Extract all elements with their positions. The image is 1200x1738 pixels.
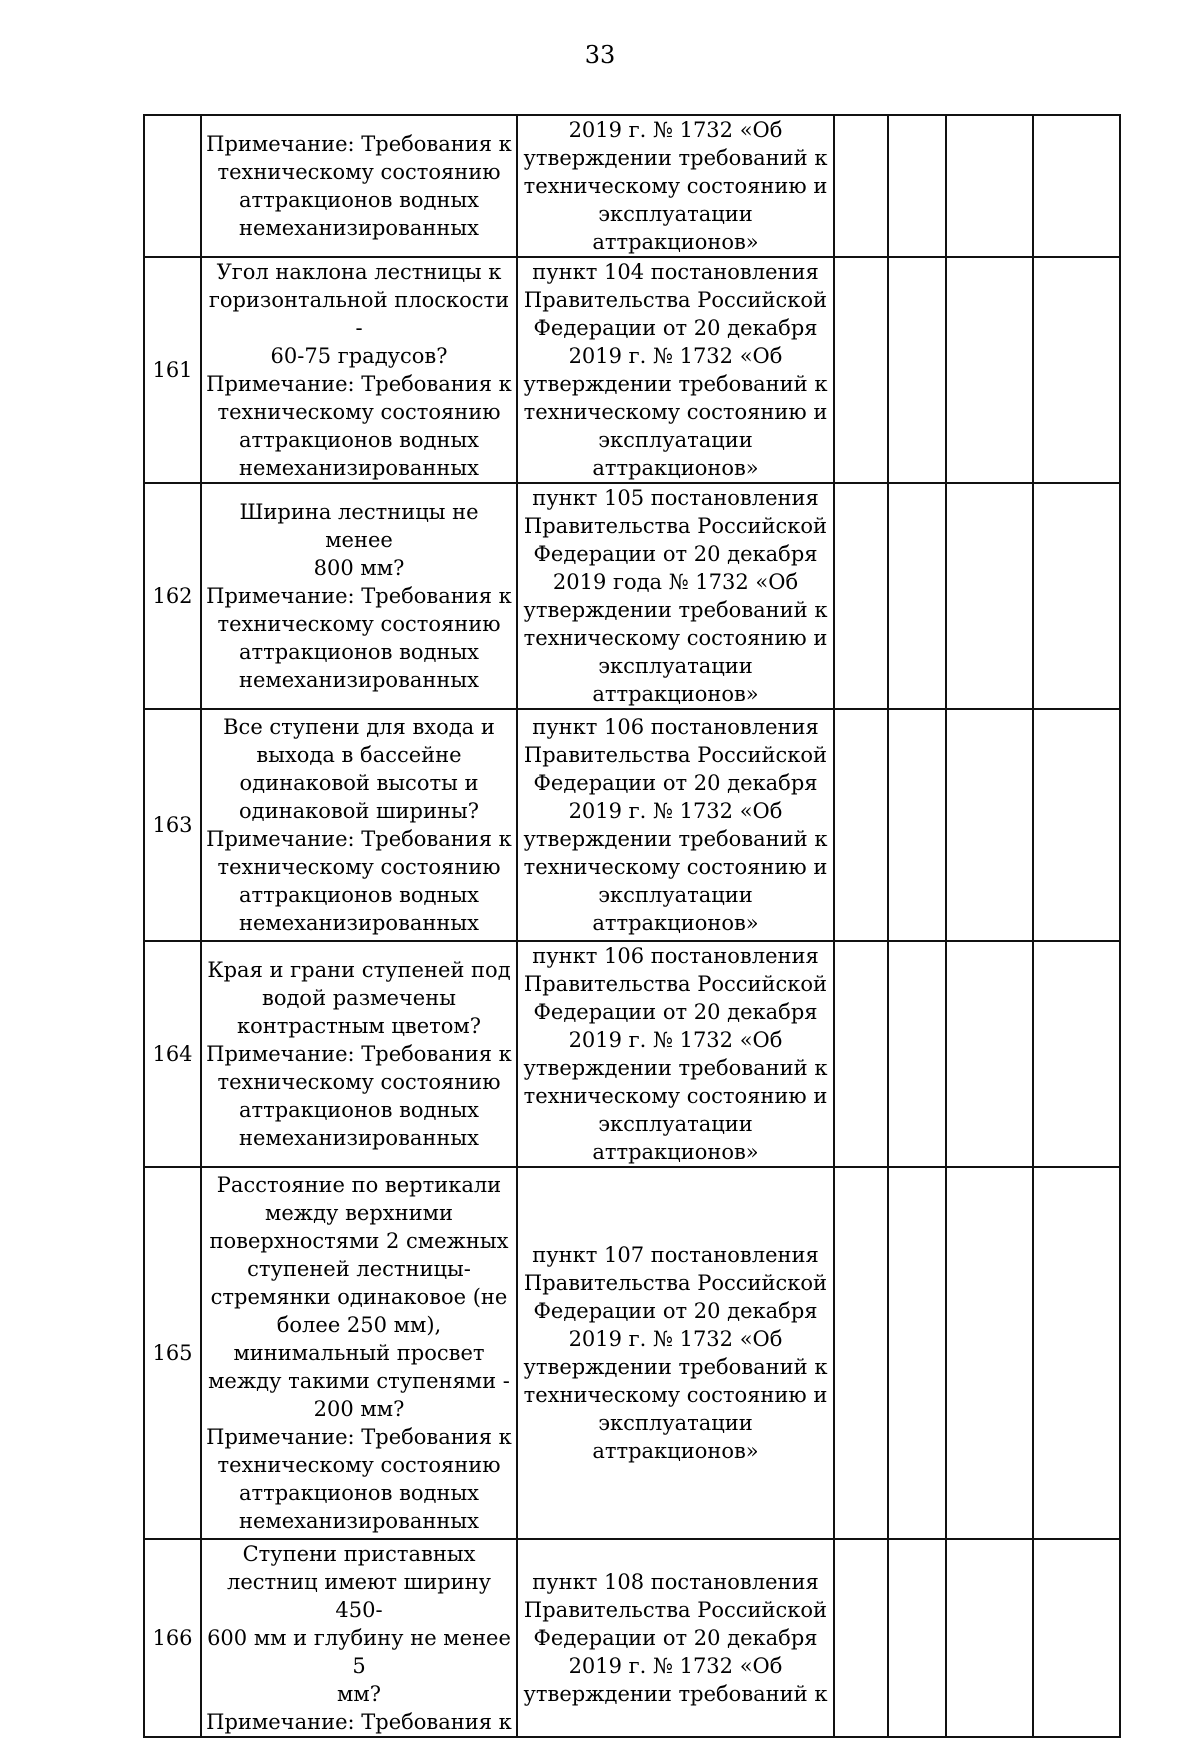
table-row: [144, 1539, 1120, 1737]
legal-reference-cell: 2019 г. № 1732 «Об утверждении требований к техническому состоянию и эксплуатации аттракционов»: [517, 115, 834, 257]
comment-cell[interactable]: [1033, 941, 1120, 1167]
row-number: [144, 115, 201, 257]
answer-cell-no[interactable]: [888, 257, 946, 483]
answer-cell-no[interactable]: [888, 1539, 946, 1737]
answer-cell-yes[interactable]: [834, 1539, 888, 1737]
answer-cell-no[interactable]: [888, 709, 946, 941]
comment-cell[interactable]: [1033, 1167, 1120, 1539]
legal-reference-cell: пункт 106 постановления Правительства Российской Федерации от 20 декабря 2019 г. № 1732 «Об утверждении требований к техническому состоянию и эксплуатации аттракционов»: [517, 709, 834, 941]
answer-cell-yes[interactable]: [834, 115, 888, 257]
checklist-table: [143, 114, 1121, 1738]
question-cell: Ширина лестницы не менее 800 мм? Примечание: Требования к техническому состоянию аттракционов водных немеханизированных: [201, 483, 517, 709]
answer-cell-yes[interactable]: [834, 941, 888, 1167]
answer-cell-yes[interactable]: [834, 483, 888, 709]
row-number: 161: [144, 257, 201, 483]
table-row: [144, 941, 1120, 1167]
question-cell: Расстояние по вертикали между верхними поверхностями 2 смежных ступеней лестницы- стремянки одинаковое (не более 250 мм), минимальный просвет между такими ступенями - 200 мм? Примечание: Требования к техническому состоянию аттракционов водных немеханизированных: [201, 1167, 517, 1539]
answer-cell-not-applicable[interactable]: [946, 709, 1033, 941]
legal-reference-cell: пункт 108 постановления Правительства Российской Федерации от 20 декабря 2019 г. № 1732 «Об утверждении требований к: [517, 1539, 834, 1737]
table-row: [144, 257, 1120, 483]
question-cell: Все ступени для входа и выхода в бассейне одинаковой высоты и одинаковой ширины? Примечание: Требования к техническому состоянию аттракционов водных немеханизированных: [201, 709, 517, 941]
answer-cell-no[interactable]: [888, 483, 946, 709]
row-number: 165: [144, 1167, 201, 1539]
comment-cell[interactable]: [1033, 709, 1120, 941]
answer-cell-not-applicable[interactable]: [946, 115, 1033, 257]
answer-cell-not-applicable[interactable]: [946, 941, 1033, 1167]
table-row: [144, 483, 1120, 709]
legal-reference-cell: пункт 107 постановления Правительства Российской Федерации от 20 декабря 2019 г. № 1732 «Об утверждении требований к техническому состоянию и эксплуатации аттракционов»: [517, 1167, 834, 1539]
table-row: [144, 115, 1120, 257]
question-cell: Края и грани ступеней под водой размечены контрастным цветом? Примечание: Требования к техническому состоянию аттракционов водных немеханизированных: [201, 941, 517, 1167]
page-number: 33: [584, 41, 616, 69]
answer-cell-not-applicable[interactable]: [946, 1539, 1033, 1737]
question-cell: Примечание: Требования к техническому состоянию аттракционов водных немеханизированных: [201, 115, 517, 257]
row-number: 166: [144, 1539, 201, 1737]
answer-cell-not-applicable[interactable]: [946, 257, 1033, 483]
answer-cell-no[interactable]: [888, 1167, 946, 1539]
legal-reference-cell: пункт 106 постановления Правительства Российской Федерации от 20 декабря 2019 г. № 1732 «Об утверждении требований к техническому состоянию и эксплуатации аттракционов»: [517, 941, 834, 1167]
answer-cell-not-applicable[interactable]: [946, 483, 1033, 709]
row-number: 164: [144, 941, 201, 1167]
table-row: [144, 1167, 1120, 1539]
answer-cell-no[interactable]: [888, 941, 946, 1167]
comment-cell[interactable]: [1033, 1539, 1120, 1737]
question-cell: Угол наклона лестницы к горизонтальной плоскости - 60-75 градусов? Примечание: Требования к техническому состоянию аттракционов водных немеханизированных: [201, 257, 517, 483]
row-number: 163: [144, 709, 201, 941]
comment-cell[interactable]: [1033, 483, 1120, 709]
table-row: [144, 709, 1120, 941]
comment-cell[interactable]: [1033, 115, 1120, 257]
comment-cell[interactable]: [1033, 257, 1120, 483]
answer-cell-no[interactable]: [888, 115, 946, 257]
row-number: 162: [144, 483, 201, 709]
legal-reference-cell: пункт 105 постановления Правительства Российской Федерации от 20 декабря 2019 года № 1732 «Об утверждении требований к техническому состоянию и эксплуатации аттракционов»: [517, 483, 834, 709]
answer-cell-yes[interactable]: [834, 709, 888, 941]
answer-cell-yes[interactable]: [834, 1167, 888, 1539]
answer-cell-yes[interactable]: [834, 257, 888, 483]
question-cell: Ступени приставных лестниц имеют ширину 450- 600 мм и глубину не менее 5 мм? Примечание: Требования к: [201, 1539, 517, 1737]
answer-cell-not-applicable[interactable]: [946, 1167, 1033, 1539]
legal-reference-cell: пункт 104 постановления Правительства Российской Федерации от 20 декабря 2019 г. № 1732 «Об утверждении требований к техническому состоянию и эксплуатации аттракционов»: [517, 257, 834, 483]
